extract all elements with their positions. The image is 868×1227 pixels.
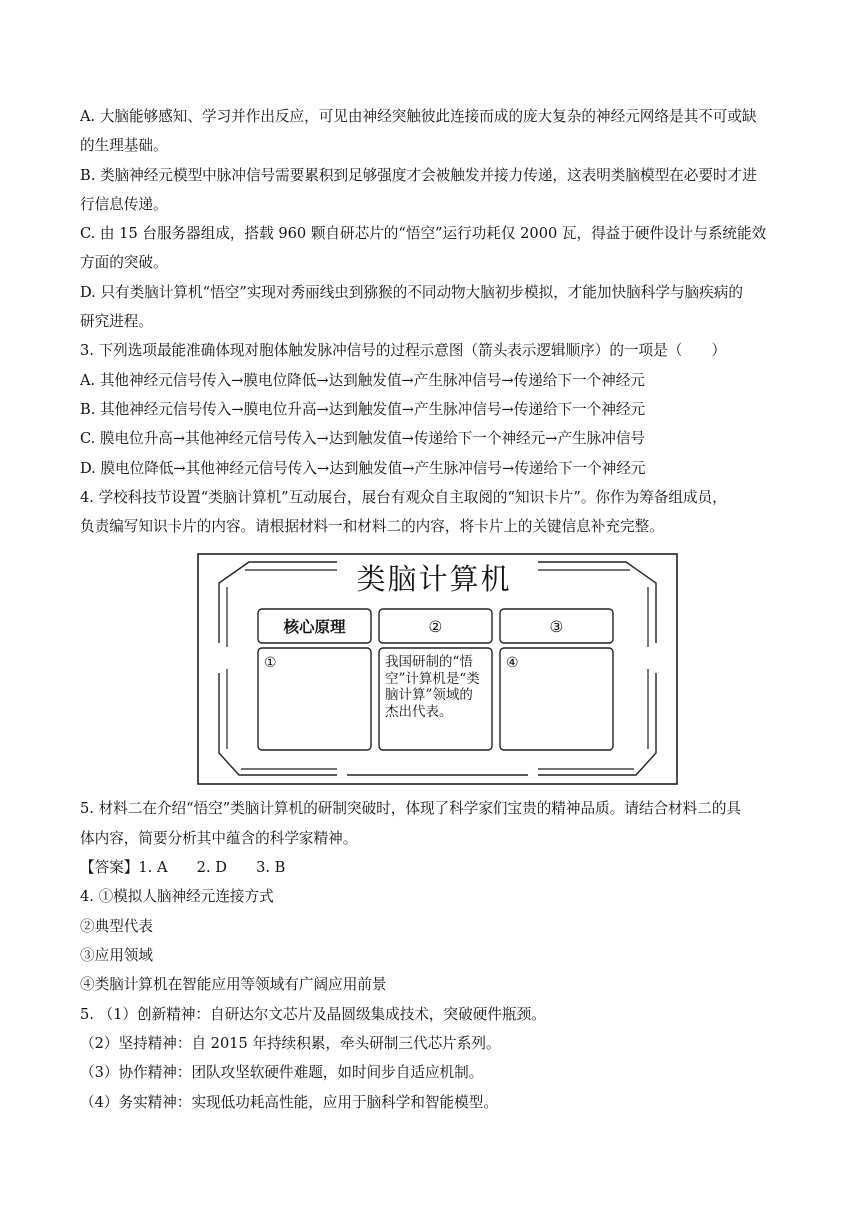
card-header-3: ③ [549,618,564,636]
q3-option-d: D. 膜电位降低→其他神经元信号传入→达到触发值→产生脉冲信号→传递给下一个神经元 [80,460,646,477]
card-title: 类脑计算机 [356,562,512,596]
answer-5-4: （4）务实精神：实现低功耗高性能，应用于脑科学和智能模型。 [80,1094,498,1111]
answer-5-2: （2）坚持精神：自 2015 年持续积累，牵头研制三代芯片系列。 [80,1035,501,1052]
q4-stem-line1: 4. 学校科技节设置“类脑计算机”互动展台，展台有观众自主取阅的“知识卡片”。你作为筹备组成员， [80,489,727,506]
q2-option-c-line2: 方面的突破。 [80,254,168,271]
q3-option-b: B. 其他神经元信号传入→膜电位升高→达到触发值→产生脉冲信号→传递给下一个神经元 [80,401,646,418]
card-header-2: ② [428,618,443,636]
answer-4-1: 4. ①模拟人脑神经元连接方式 [80,888,274,905]
q2-option-a-line1: A. 大脑能够感知、学习并作出反应，可见由神经突触彼此连接而成的庞大复杂的神经元网络是其不可或缺 [80,108,757,125]
q2-option-d-line1: D. 只有类脑计算机“悟空”实现对秀丽线虫到猕猴的不同动物大脑初步模拟，才能加快脑科学与脑疾病的 [80,284,743,301]
q3-stem: 3. 下列选项最能准确体现对胞体触发脉冲信号的过程示意图（箭头表示逻辑顺序）的一项是（ ） [80,342,727,359]
q2-option-a-line2: 的生理基础。 [80,137,168,154]
card-cell-2: 我国研制的“悟空”计算机是“类脑计算”领域的杰出代表。 [385,654,480,720]
q5-stem-line2: 体内容，简要分析其中蕴含的科学家精神。 [80,830,358,847]
answer-4-4: ④类脑计算机在智能应用等领域有广阔应用前景 [80,976,387,993]
answer-line-1: 【答案】1. A 2. D 3. B [80,859,286,876]
q3-option-a: A. 其他神经元信号传入→膜电位降低→达到触发值→产生脉冲信号→传递给下一个神经元 [80,372,645,389]
q2-option-c-line1: C. 由 15 台服务器组成，搭载 960 颗自研芯片的“悟空”运行功耗仅 2000 瓦，得益于硬件设计与系统能效 [80,225,767,242]
answer-5-3: （3）协作精神：团队攻坚软硬件难题，如时间步自适应机制。 [80,1064,484,1081]
q5-stem-line1: 5. 材料二在介绍“悟空”类脑计算机的研制突破时，体现了科学家们宝贵的精神品质。请结合材料二的具 [80,800,742,817]
card-cell-3: ④ [506,655,519,671]
answer-4-2: ②典型代表 [80,918,153,935]
answer-5-1: 5. （1）创新精神：自研达尔文芯片及晶圆级集成技术，突破硬件瓶颈。 [80,1006,546,1023]
answer-4-3: ③应用领域 [80,947,153,964]
q3-option-c: C. 膜电位升高→其他神经元信号传入→达到触发值→传递给下一个神经元→产生脉冲信号 [80,430,646,447]
q4-stem-line2: 负责编写知识卡片的内容。请根据材料一和材料二的内容，将卡片上的关键信息补充完整。 [80,518,664,535]
q2-option-d-line2: 研究进程。 [80,313,153,330]
q2-option-b-line1: B. 类脑神经元模型中脉冲信号需要累积到足够强度才会被触发并接力传递，这表明类脑模型在必要时才进 [80,167,757,184]
card-header-core-principle: 核心原理 [283,618,346,636]
card-cell-1: ① [264,655,277,671]
q2-option-b-line2: 行信息传递。 [80,196,168,213]
